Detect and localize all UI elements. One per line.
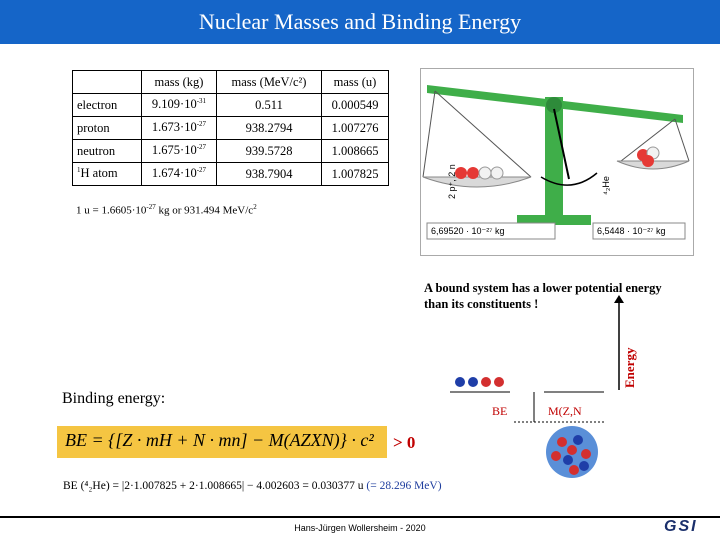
table-row (73, 117, 389, 140)
binding-energy-label: Binding energy: (62, 390, 166, 407)
greater-than-zero: > 0 (393, 433, 416, 452)
calc-text: BE (⁴₂He) = |2·1.007825 + 2·1.008665| − 4.002603 = 0.030377 u (63, 480, 364, 492)
helium-calculation (63, 480, 442, 492)
mass-kg-cell: $1.673\cdot 10^{-27}$ (142, 117, 217, 140)
table-header-cell (73, 71, 142, 94)
table-row (73, 163, 389, 186)
page-title: Nuclear Masses and Binding Energy (198, 9, 522, 34)
right-mass-value: 6,5448 · 10⁻²⁷ kg (597, 226, 666, 236)
gsi-logo: GSI (664, 518, 698, 535)
bound-line-1: A bound system has a lower potential energy (424, 281, 662, 295)
table-header-cell: mass (kg) (142, 71, 217, 94)
mass-u-cell: 0.000549 (322, 94, 389, 117)
particle-cell: electron (73, 94, 142, 117)
binding-diagram (450, 370, 610, 480)
table-row (73, 94, 389, 117)
be-diagram-label: BE (492, 404, 508, 418)
table-header-row (73, 71, 389, 94)
mass-u-cell: 1.007825 (322, 163, 389, 186)
formula-text: BE = {[Z · mH + N · mn] − M(AZXN)} · c² (65, 430, 374, 450)
mass-kg-cell: $1.675\cdot 10^{-27}$ (142, 140, 217, 163)
mass-mev-cell: 0.511 (217, 94, 322, 117)
nucleus-diagram-icon (450, 370, 610, 480)
binding-energy-formula (57, 426, 387, 458)
particle-cell: neutron (73, 140, 142, 163)
left-mass-value: 6,69520 · 10⁻²⁷ kg (431, 226, 505, 236)
right-pan-label: ⁴₂He (601, 176, 611, 195)
mass-u-cell: 1.008665 (322, 140, 389, 163)
bound-line-2: than its constituents ! (424, 297, 539, 311)
particle-cell: $^1$H atom (73, 163, 142, 186)
unit-conversion: 1 $u = 1.6605\cdot 10^{-27}$ kg or 931.494 MeV/$c^2$ (76, 203, 257, 217)
calc-value: (= 28.296 MeV) (366, 480, 442, 492)
balance-scale-image (420, 68, 694, 256)
footer-divider (0, 516, 720, 518)
energy-axis-label: Energy (622, 347, 637, 388)
mzn-diagram-label: M(Z,N (548, 404, 582, 418)
mass-kg-cell: $9.109\cdot 10^{-31}$ (142, 94, 217, 117)
mass-mev-cell: 938.2794 (217, 117, 322, 140)
mass-mev-cell: 938.7904 (217, 163, 322, 186)
left-pan-label: 2 p⁺, 2 n (447, 164, 457, 199)
table-row (73, 140, 389, 163)
mass-kg-cell: $1.674\cdot 10^{-27}$ (142, 163, 217, 186)
mass-table (72, 70, 389, 186)
table-header-cell: mass (u) (322, 71, 389, 94)
table-header-cell: mass (MeV/c²) (217, 71, 322, 94)
mass-mev-cell: 939.5728 (217, 140, 322, 163)
footer-credit: Hans-Jürgen Wollersheim - 2020 (294, 523, 426, 533)
mass-u-cell: 1.007276 (322, 117, 389, 140)
particle-cell: proton (73, 117, 142, 140)
